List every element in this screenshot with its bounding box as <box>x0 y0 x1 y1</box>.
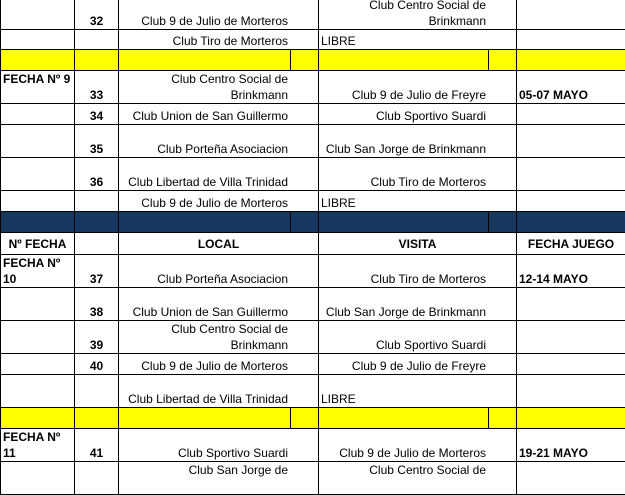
spacer-cell <box>489 462 517 495</box>
match-row <box>1 71 625 104</box>
fecha-cell <box>1 104 75 125</box>
fecha-cell <box>1 462 75 495</box>
spacer-cell <box>489 255 517 288</box>
match-number: 35 <box>75 125 119 158</box>
fecha-juego-cell <box>517 191 625 212</box>
local-team: Club Tiro de Morteros <box>119 30 291 50</box>
match-number: 40 <box>75 354 119 375</box>
visita-team: Club Centro Social de Brinkmann <box>319 0 489 30</box>
visita-team: Club 9 de Julio de Morteros <box>319 429 489 462</box>
visita-team: Club Tiro de Morteros <box>319 255 489 288</box>
fecha-juego: 05-07 MAYO <box>517 71 625 104</box>
fecha-label: FECHA Nº 10 <box>1 255 75 288</box>
match-row <box>1 375 625 408</box>
spacer-cell <box>291 354 319 375</box>
spacer-cell <box>291 104 319 125</box>
local-team: Club 9 de Julio de Morteros <box>119 0 291 30</box>
table-header <box>1 233 625 255</box>
visita-team: Club Centro Social de <box>319 462 489 495</box>
spacer-cell <box>291 429 319 462</box>
fecha-cell <box>1 125 75 158</box>
visita-team: Club Tiro de Morteros <box>319 158 489 191</box>
fecha-cell <box>1 158 75 191</box>
visita-team: Club San Jorge de Brinkmann <box>319 125 489 158</box>
fecha-label: FECHA Nº 11 <box>1 429 75 462</box>
fecha-cell <box>1 354 75 375</box>
visita-team: Club Sportivo Suardi <box>319 104 489 125</box>
match-row <box>1 191 625 212</box>
spacer-cell <box>489 354 517 375</box>
visita-team: LIBRE <box>319 191 517 212</box>
local-team: Club Union de San Guillermo <box>119 104 291 125</box>
spacer-cell <box>291 71 319 104</box>
match-row <box>1 125 625 158</box>
local-team: Club Porteña Asociacion <box>119 255 291 288</box>
match-number: 39 <box>75 321 119 354</box>
fecha-label: FECHA Nº 9 <box>1 71 75 104</box>
match-row <box>1 354 625 375</box>
match-number: 36 <box>75 158 119 191</box>
match-row <box>1 30 625 50</box>
local-team: Club 9 de Julio de Morteros <box>119 354 291 375</box>
spacer-cell <box>291 375 319 408</box>
fecha-juego-cell <box>517 158 625 191</box>
local-team: Club San Jorge de <box>119 462 291 495</box>
spacer-cell <box>489 288 517 321</box>
fecha-cell <box>1 375 75 408</box>
match-number: 38 <box>75 288 119 321</box>
visita-team: Club 9 de Julio de Freyre <box>319 71 489 104</box>
match-row <box>1 321 625 354</box>
visita-team: Club 9 de Julio de Freyre <box>319 354 489 375</box>
fecha-cell <box>1 288 75 321</box>
yellow-separator <box>1 408 625 429</box>
spacer-cell <box>291 0 319 30</box>
spacer-cell <box>291 191 319 212</box>
local-team: Club 9 de Julio de Morteros <box>119 191 291 212</box>
spacer-cell <box>291 288 319 321</box>
header-fecha: Nº FECHA <box>1 233 75 255</box>
match-number <box>75 191 119 212</box>
match-number: 33 <box>75 71 119 104</box>
spacer-cell <box>291 321 319 354</box>
local-team: Club Libertad de Villa Trinidad <box>119 158 291 191</box>
match-number: 32 <box>75 0 119 30</box>
fecha-cell <box>1 191 75 212</box>
match-row <box>1 255 625 288</box>
visita-team: LIBRE <box>319 375 517 408</box>
fecha-juego-cell <box>517 0 625 30</box>
spacer-cell <box>489 321 517 354</box>
fecha-cell <box>1 0 75 30</box>
spacer-cell <box>291 125 319 158</box>
fecha-juego: 12-14 MAYO <box>517 255 625 288</box>
spacer-cell <box>489 71 517 104</box>
local-team: Club Centro Social de Brinkmann <box>119 321 291 354</box>
match-row <box>1 288 625 321</box>
fecha-juego-cell <box>517 375 625 408</box>
fecha-juego-cell <box>517 104 625 125</box>
spacer-cell <box>489 104 517 125</box>
fecha-juego-cell <box>517 462 625 495</box>
match-row <box>1 0 625 30</box>
header-visita: VISITA <box>319 233 517 255</box>
match-number <box>75 375 119 408</box>
fecha-juego: 19-21 MAYO <box>517 429 625 462</box>
local-team: Club Union de San Guillermo <box>119 288 291 321</box>
header-local: LOCAL <box>119 233 319 255</box>
fecha-juego-cell <box>517 354 625 375</box>
spacer-cell <box>291 255 319 288</box>
header-blank <box>75 233 119 255</box>
spacer-cell <box>291 158 319 191</box>
match-number: 41 <box>75 429 119 462</box>
fecha-cell <box>1 30 75 50</box>
fecha-juego-cell <box>517 288 625 321</box>
fecha-juego-cell <box>517 30 625 50</box>
local-team: Club Centro Social de Brinkmann <box>119 71 291 104</box>
match-row <box>1 158 625 191</box>
fecha-cell <box>1 321 75 354</box>
yellow-separator <box>1 50 625 71</box>
match-number <box>75 462 119 495</box>
spacer-cell <box>291 30 319 50</box>
spacer-cell <box>489 125 517 158</box>
fecha-juego-cell <box>517 125 625 158</box>
visita-team: LIBRE <box>319 30 517 50</box>
local-team: Club Porteña Asociacion <box>119 125 291 158</box>
local-team: Club Libertad de Villa Trinidad <box>119 375 291 408</box>
local-team: Club Sportivo Suardi <box>119 429 291 462</box>
visita-team: Club San Jorge de Brinkmann <box>319 288 489 321</box>
visita-team: Club Sportivo Suardi <box>319 321 489 354</box>
header-fecha-juego: FECHA JUEGO <box>517 233 625 255</box>
spacer-cell <box>489 429 517 462</box>
match-number: 37 <box>75 255 119 288</box>
spacer-cell <box>291 462 319 495</box>
match-row <box>1 104 625 125</box>
match-number: 34 <box>75 104 119 125</box>
blue-band <box>1 212 625 233</box>
match-row <box>1 429 625 462</box>
spacer-cell <box>489 158 517 191</box>
fecha-juego-cell <box>517 321 625 354</box>
spacer-cell <box>489 0 517 30</box>
match-number <box>75 30 119 50</box>
match-row <box>1 462 625 495</box>
